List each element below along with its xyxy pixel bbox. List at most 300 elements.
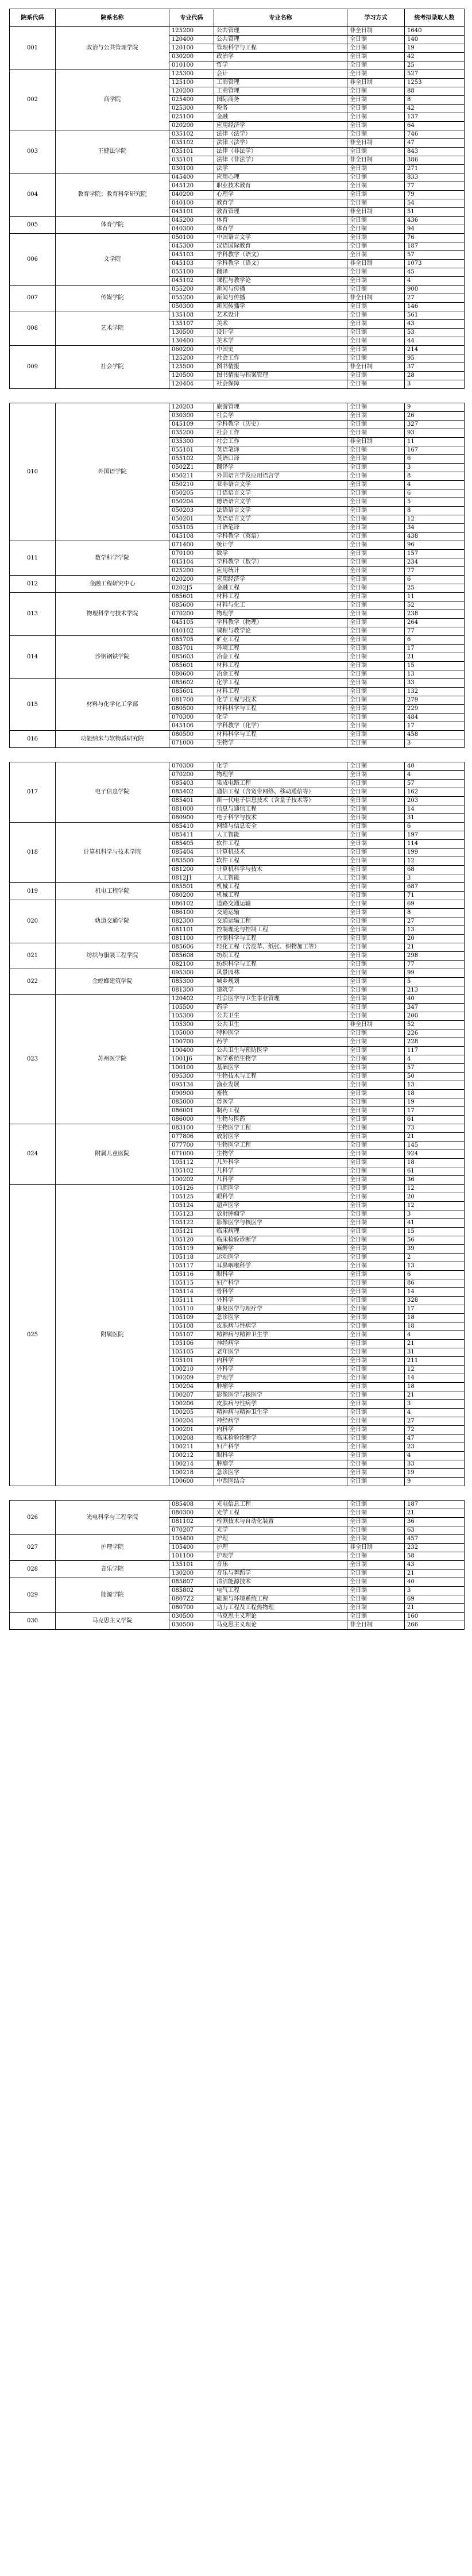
major-code-cell: 085411 — [169, 831, 214, 840]
major-code-cell: 105121 — [169, 1228, 214, 1236]
major-name-cell: 神经病学 — [214, 1340, 347, 1348]
admission-count-cell: 228 — [405, 1038, 465, 1047]
major-name-cell: 翻译学 — [214, 464, 347, 472]
table-body — [10, 27, 465, 1630]
study-mode-cell: 全日制 — [347, 731, 405, 739]
study-mode-cell: 全日制 — [347, 1374, 405, 1383]
major-name-cell: 轻化工程（含皮革、纸张、织物加工等） — [214, 943, 347, 952]
admission-count-cell: 203 — [405, 797, 465, 805]
major-name-cell: 临床病理 — [214, 1228, 347, 1236]
major-name-cell: 急诊医学 — [214, 1469, 347, 1478]
major-name-cell: 眼科学 — [214, 1452, 347, 1460]
major-code-cell: 085600 — [169, 601, 214, 610]
admission-count-cell: 3 — [405, 1210, 465, 1219]
admission-count-cell: 8 — [405, 96, 465, 105]
study-mode-cell: 全日制 — [347, 251, 405, 260]
admission-count-cell: 17 — [405, 645, 465, 653]
dept-code-cell: 015 — [10, 679, 56, 731]
study-mode-cell: 全日制 — [347, 173, 405, 182]
dept-name-cell: 王健法学院 — [56, 130, 169, 173]
major-name-cell: 急诊医学 — [214, 1314, 347, 1322]
admission-count-cell: 140 — [405, 36, 465, 44]
study-mode-cell: 全日制 — [347, 1613, 405, 1621]
major-code-cell: 085300 — [169, 978, 214, 986]
major-code-cell: 085000 — [169, 1098, 214, 1107]
admission-count-cell: 833 — [405, 173, 465, 182]
study-mode-cell: 全日制 — [347, 1348, 405, 1357]
admission-count-cell: 43 — [405, 1561, 465, 1569]
major-code-cell: 105107 — [169, 1331, 214, 1340]
major-name-cell: 制药工程 — [214, 1107, 347, 1116]
admission-count-cell: 23 — [405, 1443, 465, 1452]
study-mode-cell: 全日制 — [347, 36, 405, 44]
study-mode-cell: 全日制 — [347, 481, 405, 489]
major-code-cell: 040100 — [169, 199, 214, 208]
major-name-cell: 法律（非法学） — [214, 156, 347, 165]
admission-count-cell: 458 — [405, 731, 465, 739]
study-mode-cell: 全日制 — [347, 874, 405, 883]
major-name-cell: 道路交通运输 — [214, 900, 347, 909]
study-mode-cell: 全日制 — [347, 1150, 405, 1159]
admission-count-cell: 64 — [405, 122, 465, 130]
dept-name-cell: 附属儿童医院 — [56, 1124, 169, 1185]
study-mode-cell: 全日制 — [347, 1064, 405, 1073]
major-code-cell: 025300 — [169, 105, 214, 113]
major-name-cell: 精神病与精神卫生学 — [214, 1331, 347, 1340]
table-row — [10, 636, 465, 645]
admission-count-cell: 42 — [405, 105, 465, 113]
major-code-cell: 086000 — [169, 1116, 214, 1124]
major-name-cell: 数学 — [214, 550, 347, 558]
major-code-cell: 055102 — [169, 455, 214, 464]
admission-count-cell: 52 — [405, 1021, 465, 1029]
admission-count-cell: 21 — [405, 1340, 465, 1348]
major-name-cell: 应用经济学 — [214, 576, 347, 584]
admission-count-cell: 13 — [405, 1262, 465, 1271]
study-mode-cell: 全日制 — [347, 1400, 405, 1409]
study-mode-cell: 全日制 — [347, 857, 405, 866]
major-code-cell: 085608 — [169, 952, 214, 961]
study-mode-cell: 全日制 — [347, 636, 405, 645]
admission-count-cell: 25 — [405, 584, 465, 593]
major-name-cell: 能源与环境系统工程 — [214, 1595, 347, 1604]
major-code-cell: 050211 — [169, 472, 214, 481]
study-mode-cell: 全日制 — [347, 148, 405, 156]
major-code-cell: 105400 — [169, 1535, 214, 1544]
major-code-cell: 125200 — [169, 27, 214, 36]
major-code-cell: 105124 — [169, 1202, 214, 1210]
admission-count-cell: 69 — [405, 1595, 465, 1604]
admission-count-cell: 327 — [405, 421, 465, 429]
major-name-cell: 法律（法学） — [214, 139, 347, 148]
admission-count-cell: 232 — [405, 1544, 465, 1552]
admission-count-cell: 63 — [405, 1526, 465, 1535]
admission-count-cell: 4 — [405, 277, 465, 286]
table-row — [10, 217, 465, 225]
study-mode-cell: 全日制 — [347, 1305, 405, 1314]
major-code-cell: 085705 — [169, 636, 214, 645]
major-name-cell: 法学 — [214, 165, 347, 173]
admission-count-cell: 13 — [405, 926, 465, 935]
admission-count-cell: 12 — [405, 1202, 465, 1210]
study-mode-cell: 全日制 — [347, 1254, 405, 1262]
dept-name-cell: 音乐学院 — [56, 1561, 169, 1578]
study-mode-cell: 全日制 — [347, 849, 405, 857]
major-code-cell: 070300 — [169, 762, 214, 771]
table-row — [10, 969, 465, 978]
major-code-cell: 105116 — [169, 1271, 214, 1279]
dept-code-cell: 019 — [10, 883, 56, 900]
admission-count-cell: 160 — [405, 1613, 465, 1621]
admission-count-cell: 14 — [405, 805, 465, 814]
major-code-cell: 085403 — [169, 780, 214, 788]
major-code-cell: 045108 — [169, 533, 214, 541]
major-code-cell: 100204 — [169, 1417, 214, 1426]
major-name-cell: 人工智能 — [214, 831, 347, 840]
study-mode-cell: 全日制 — [347, 1535, 405, 1544]
major-code-cell: 082100 — [169, 961, 214, 969]
dept-code-cell: 018 — [10, 823, 56, 883]
major-code-cell: 010100 — [169, 61, 214, 70]
dept-code-cell: 003 — [10, 130, 56, 173]
study-mode-cell: 全日制 — [347, 429, 405, 438]
table-row — [10, 995, 465, 1004]
major-code-cell: 085405 — [169, 840, 214, 849]
major-name-cell: 机械工程 — [214, 892, 347, 900]
admission-count-cell: 264 — [405, 619, 465, 627]
major-name-cell: 外科学 — [214, 1366, 347, 1374]
major-name-cell: 康复医学与理疗学 — [214, 1305, 347, 1314]
study-mode-cell: 全日制 — [347, 70, 405, 79]
major-name-cell: 应用经济学 — [214, 122, 347, 130]
dept-name-cell: 沙钢钢铁学院 — [56, 636, 169, 679]
major-code-cell: 105115 — [169, 1279, 214, 1288]
admission-count-cell: 61 — [405, 1116, 465, 1124]
major-name-cell: 新闻与传播 — [214, 294, 347, 303]
dept-name-cell: 马克思主义学院 — [56, 1613, 169, 1630]
study-mode-cell: 全日制 — [347, 935, 405, 943]
major-name-cell: 学科教学（语文） — [214, 260, 347, 268]
study-mode-cell: 全日制 — [347, 780, 405, 788]
major-name-cell: 应用心理 — [214, 173, 347, 182]
major-code-cell: 077700 — [169, 1142, 214, 1150]
major-name-cell: 学科教学（英语） — [214, 533, 347, 541]
major-name-cell: 生物学 — [214, 1150, 347, 1159]
admission-count-cell: 21 — [405, 653, 465, 662]
admission-count-cell: 20 — [405, 935, 465, 943]
major-name-cell: 软件工程 — [214, 840, 347, 849]
major-name-cell: 眼科学 — [214, 1271, 347, 1279]
study-mode-cell: 全日制 — [347, 472, 405, 481]
major-code-cell: 100214 — [169, 1460, 214, 1469]
study-mode-cell: 全日制 — [347, 191, 405, 199]
major-name-cell: 纺织科学与工程 — [214, 961, 347, 969]
major-code-cell: 120400 — [169, 36, 214, 44]
study-mode-cell: 全日制 — [347, 1478, 405, 1486]
study-mode-cell: 全日制 — [347, 1159, 405, 1167]
admission-count-cell: 26 — [405, 412, 465, 421]
study-mode-cell: 全日制 — [347, 1509, 405, 1518]
study-mode-cell: 全日制 — [347, 1409, 405, 1417]
table-row — [10, 883, 465, 892]
major-name-cell: 公共卫生与预防医学 — [214, 1047, 347, 1055]
study-mode-cell: 全日制 — [347, 696, 405, 705]
study-mode-cell: 非全日制 — [347, 1621, 405, 1630]
table-row — [10, 70, 465, 79]
major-code-cell: 086001 — [169, 1107, 214, 1116]
major-code-cell: 085601 — [169, 593, 214, 601]
major-name-cell: 矿业工程 — [214, 636, 347, 645]
dept-name-cell: 数学科学学院 — [56, 541, 169, 576]
admission-count-cell: 3 — [405, 464, 465, 472]
major-name-cell: 化学 — [214, 762, 347, 771]
admission-count-cell: 9 — [405, 1478, 465, 1486]
dept-code-cell: 024 — [10, 1124, 56, 1185]
study-mode-cell: 全日制 — [347, 130, 405, 139]
major-code-cell: 085408 — [169, 1501, 214, 1509]
admission-count-cell: 14 — [405, 1288, 465, 1297]
study-mode-cell: 全日制 — [347, 1081, 405, 1090]
major-name-cell: 学科教学（物理） — [214, 619, 347, 627]
major-name-cell: 日语笔译 — [214, 524, 347, 533]
major-code-cell: 1001J6 — [169, 1055, 214, 1064]
header-mode: 学习方式 — [347, 9, 405, 27]
major-code-cell: 081000 — [169, 805, 214, 814]
study-mode-cell: 全日制 — [347, 455, 405, 464]
study-mode-cell: 全日制 — [347, 1116, 405, 1124]
dept-code-cell: 013 — [10, 593, 56, 636]
major-code-cell: 050201 — [169, 515, 214, 524]
major-name-cell: 会计 — [214, 70, 347, 79]
dept-name-cell: 能源学院 — [56, 1578, 169, 1613]
study-mode-cell: 全日制 — [347, 403, 405, 412]
major-name-cell: 皮肤病与性病学 — [214, 1322, 347, 1331]
major-code-cell: 100700 — [169, 1038, 214, 1047]
study-mode-cell: 全日制 — [347, 1443, 405, 1452]
major-code-cell: 045120 — [169, 182, 214, 191]
study-mode-cell: 全日制 — [347, 1029, 405, 1038]
dept-code-cell: 002 — [10, 70, 56, 130]
study-mode-cell: 全日制 — [347, 662, 405, 670]
major-name-cell: 放射肿瘤学 — [214, 1210, 347, 1219]
major-name-cell: 临床检验诊断学 — [214, 1434, 347, 1443]
admission-count-cell: 21 — [405, 1391, 465, 1400]
study-mode-cell: 全日制 — [347, 337, 405, 346]
admission-count-cell: 3 — [405, 1400, 465, 1409]
major-code-cell: 081100 — [169, 935, 214, 943]
dept-name-cell: 文学院 — [56, 234, 169, 286]
major-code-cell: 100212 — [169, 1452, 214, 1460]
admission-count-cell: 12 — [405, 1185, 465, 1193]
major-code-cell: 105105 — [169, 1348, 214, 1357]
study-mode-cell: 全日制 — [347, 584, 405, 593]
major-name-cell: 学科教学（化学） — [214, 722, 347, 731]
major-code-cell: 055200 — [169, 286, 214, 294]
admission-count-cell: 229 — [405, 705, 465, 714]
major-code-cell: 0502Z1 — [169, 464, 214, 472]
major-name-cell: 马克思主义理论 — [214, 1621, 347, 1630]
major-name-cell: 电子科学与技术 — [214, 814, 347, 823]
study-mode-cell: 全日制 — [347, 242, 405, 251]
table-row — [10, 541, 465, 550]
admission-count-cell: 17 — [405, 722, 465, 731]
admission-count-cell: 19 — [405, 1098, 465, 1107]
admission-count-cell: 21 — [405, 943, 465, 952]
major-code-cell: 130400 — [169, 337, 214, 346]
admission-count-cell: 54 — [405, 199, 465, 208]
study-mode-cell: 非全日制 — [347, 156, 405, 165]
study-mode-cell: 全日制 — [347, 217, 405, 225]
major-name-cell: 人工智能 — [214, 874, 347, 883]
major-code-cell: 0807Z2 — [169, 1595, 214, 1604]
admission-count-cell: 4 — [405, 771, 465, 780]
major-name-cell: 皮肤病与性病学 — [214, 1400, 347, 1409]
admission-count-cell: 77 — [405, 182, 465, 191]
major-code-cell: 086100 — [169, 909, 214, 917]
admission-count-cell: 6 — [405, 489, 465, 498]
study-mode-cell: 全日制 — [347, 182, 405, 191]
study-mode-cell: 全日制 — [347, 199, 405, 208]
major-code-cell: 080700 — [169, 1604, 214, 1613]
major-code-cell: 0202J5 — [169, 584, 214, 593]
major-code-cell: 071000 — [169, 1150, 214, 1159]
dept-name-cell: 光电科学与工程学院 — [56, 1501, 169, 1535]
admission-count-cell: 13 — [405, 1081, 465, 1090]
table-row — [10, 731, 465, 739]
admission-count-cell: 484 — [405, 714, 465, 722]
major-code-cell: 105112 — [169, 1159, 214, 1167]
dept-code-cell: 030 — [10, 1613, 56, 1630]
major-name-cell: 检测技术与自动化装置 — [214, 1518, 347, 1526]
study-mode-cell: 全日制 — [347, 1288, 405, 1297]
major-code-cell: 045105 — [169, 619, 214, 627]
major-code-cell: 070100 — [169, 550, 214, 558]
major-code-cell: 085404 — [169, 849, 214, 857]
major-code-cell: 105119 — [169, 1245, 214, 1254]
study-mode-cell: 全日制 — [347, 286, 405, 294]
major-name-cell: 政治学 — [214, 53, 347, 61]
major-code-cell: 085401 — [169, 797, 214, 805]
major-code-cell: 100207 — [169, 1391, 214, 1400]
study-mode-cell: 全日制 — [347, 1383, 405, 1391]
major-code-cell: 025200 — [169, 567, 214, 576]
dept-name-cell: 计算机科学与技术学院 — [56, 823, 169, 883]
major-code-cell: 085601 — [169, 662, 214, 670]
study-mode-cell: 全日制 — [347, 122, 405, 130]
major-name-cell: 外国语言学及应用语言学 — [214, 472, 347, 481]
major-code-cell: 130500 — [169, 329, 214, 337]
admission-count-cell: 5 — [405, 498, 465, 507]
major-code-cell: 080200 — [169, 892, 214, 900]
study-mode-cell: 全日制 — [347, 576, 405, 584]
dept-name-cell: 附属医院 — [56, 1185, 169, 1486]
major-name-cell: 电气工程 — [214, 1587, 347, 1595]
table-row — [10, 27, 465, 36]
admission-count-cell: 436 — [405, 217, 465, 225]
major-code-cell: 035200 — [169, 429, 214, 438]
major-name-cell: 美术 — [214, 320, 347, 329]
study-mode-cell: 全日制 — [347, 1038, 405, 1047]
table-row — [10, 1124, 465, 1133]
major-name-cell: 影像医学与核医学 — [214, 1219, 347, 1228]
study-mode-cell: 全日制 — [347, 1098, 405, 1107]
major-name-cell: 法律（非法学） — [214, 148, 347, 156]
study-mode-cell: 全日制 — [347, 1604, 405, 1613]
admission-count-cell: 211 — [405, 1357, 465, 1366]
major-code-cell: 080600 — [169, 670, 214, 679]
study-mode-cell: 全日制 — [347, 311, 405, 320]
major-name-cell: 材料工程 — [214, 688, 347, 696]
admission-count-cell: 12 — [405, 515, 465, 524]
study-mode-cell: 全日制 — [347, 593, 405, 601]
study-mode-cell: 全日制 — [347, 1142, 405, 1150]
major-code-cell: 030500 — [169, 1613, 214, 1621]
major-code-cell: 125500 — [169, 363, 214, 372]
dept-name-cell: 外国语学院 — [56, 403, 169, 541]
admission-count-cell: 226 — [405, 1029, 465, 1038]
admission-count-cell: 39 — [405, 1245, 465, 1254]
major-code-cell: 030200 — [169, 53, 214, 61]
study-mode-cell: 全日制 — [347, 1460, 405, 1469]
major-name-cell: 法语语言文学 — [214, 507, 347, 515]
admission-count-cell: 37 — [405, 363, 465, 372]
admission-count-cell: 93 — [405, 429, 465, 438]
major-name-cell: 管理科学与工程 — [214, 44, 347, 53]
admission-count-cell: 199 — [405, 849, 465, 857]
major-name-cell: 基础医学 — [214, 1064, 347, 1073]
major-code-cell: 035102 — [169, 130, 214, 139]
study-mode-cell: 全日制 — [347, 558, 405, 567]
major-name-cell: 日语语言文学 — [214, 489, 347, 498]
admission-count-cell: 41 — [405, 1219, 465, 1228]
study-mode-cell: 全日制 — [347, 1426, 405, 1434]
table-row — [10, 311, 465, 320]
study-mode-cell: 全日制 — [347, 1133, 405, 1142]
major-name-cell: 社会工作 — [214, 438, 347, 446]
admission-count-cell: 36 — [405, 1518, 465, 1526]
major-code-cell: 100201 — [169, 1426, 214, 1434]
study-mode-cell: 全日制 — [347, 823, 405, 831]
major-name-cell: 兽医学 — [214, 1098, 347, 1107]
study-mode-cell: 全日制 — [347, 268, 405, 277]
major-code-cell: 135107 — [169, 320, 214, 329]
major-name-cell: 儿科学 — [214, 1167, 347, 1176]
major-name-cell: 亚非语言文学 — [214, 481, 347, 489]
major-name-cell: 新一代电子信息技术（含量子技术等） — [214, 797, 347, 805]
dept-code-cell: 008 — [10, 311, 56, 346]
admission-count-cell: 3 — [405, 739, 465, 748]
study-mode-cell: 全日制 — [347, 1526, 405, 1535]
admission-count-cell: 77 — [405, 627, 465, 636]
major-name-cell: 光学工程 — [214, 1509, 347, 1518]
admission-count-cell: 924 — [405, 1150, 465, 1159]
admission-count-cell: 386 — [405, 156, 465, 165]
major-name-cell: 学科教学（数学） — [214, 558, 347, 567]
admission-count-cell: 14 — [405, 1374, 465, 1383]
header-dept-code: 院系代码 — [10, 9, 56, 27]
study-mode-cell: 全日制 — [347, 113, 405, 122]
dept-code-cell: 023 — [10, 995, 56, 1124]
study-mode-cell: 全日制 — [347, 1124, 405, 1133]
admission-count-cell: 40 — [405, 1578, 465, 1587]
study-mode-cell: 全日制 — [347, 900, 405, 909]
study-mode-cell: 全日制 — [347, 533, 405, 541]
admission-count-cell: 18 — [405, 1383, 465, 1391]
major-name-cell: 放射医学 — [214, 1133, 347, 1142]
admission-count-cell: 145 — [405, 1142, 465, 1150]
major-code-cell: 100218 — [169, 1469, 214, 1478]
major-name-cell: 化学工程 — [214, 679, 347, 688]
